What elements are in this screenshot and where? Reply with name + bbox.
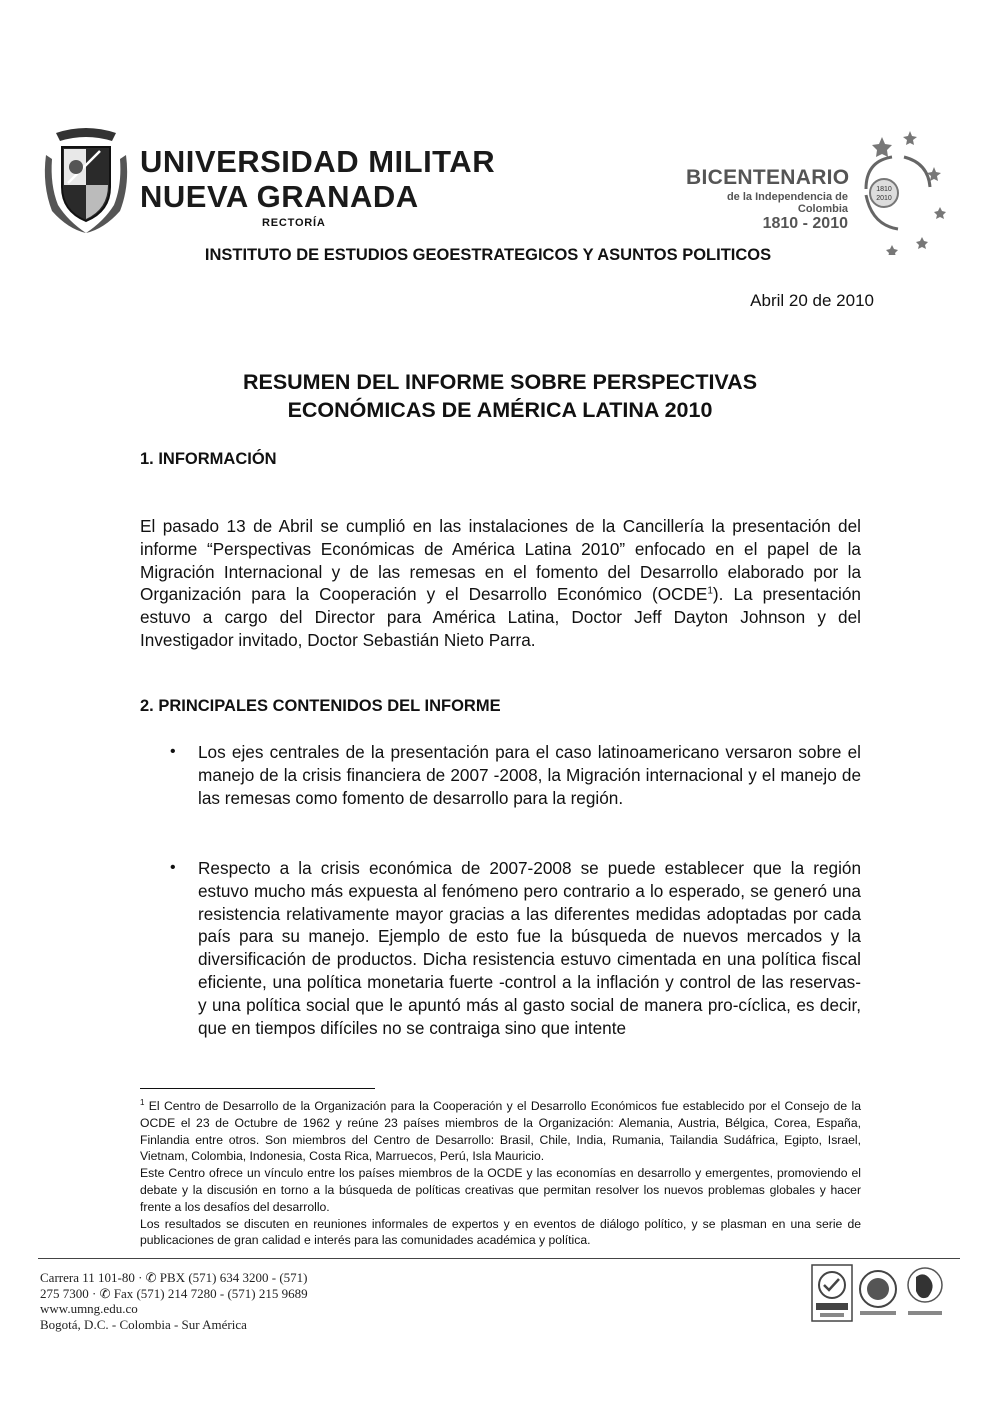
- section-1-paragraph: [140, 515, 861, 652]
- footnote-paragraph-1: [140, 1098, 861, 1165]
- footnotes: [140, 1098, 861, 1249]
- bullet-icon: •: [170, 859, 176, 876]
- footnote-text-1: El Centro de Desarrollo de la Organización para la Cooperación y el Desarrollo Económicos fue establecido por el Consejo de la OCDE el 23 de Octubre de 1962 y reúne 23 países miembros de la Organización: Alemania, Austria, Bélgica, Corea, España, Finlandia entre otros. Son miembros del Centro de Desarrollo: Brasil, Chile, India, Rumania, Tailandia Sudáfrica, Egipto, Israel, Vietnam, Colombia, Indonesia, Costa Rica, Marruecos, Perú, Isla Mauricio.: [140, 1099, 861, 1164]
- university-name-line2: NUEVA GRANADA: [140, 179, 419, 214]
- document-date: Abril 20 de 2010: [750, 291, 874, 310]
- title-line-2: ECONÓMICAS DE AMÉRICA LATINA 2010: [287, 398, 713, 422]
- address-line-2: 275 7300 · ✆ Fax (571) 214 7280 - (571) 215 9689: [40, 1285, 308, 1301]
- emblem-year-bottom: 2010: [876, 195, 892, 202]
- bicentennial-subtitle: de la Independencia de Colombia: [726, 191, 848, 215]
- paragraph-text-part2: ). La presentación estuvo a cargo del Director para América Latina, Doctor Jeff Dayton Johnson y del Investigador invitado, Doctor Sebastián Nieto Parra.: [140, 584, 861, 650]
- department-label: RECTORÍA: [262, 217, 326, 229]
- footnote-paragraph-2: Este Centro ofrece un vínculo entre los países miembros de la OCDE y las economías en desarrollo y emergentes, promoviendo el debate y la discusión en torno a la búsqueda de políticas creativas que permitan resolver los nuevos problemas globales y hacer frente a los desafíos del desarrollo.: [140, 1166, 861, 1214]
- address-line-1: Carrera 11 101-80 · ✆ PBX (571) 634 3200 - (571): [40, 1270, 308, 1285]
- city: Bogotá, D.C. - Colombia - Sur América: [40, 1316, 247, 1332]
- bicentennial-star-emblem-icon: [852, 127, 952, 255]
- bullet-item-1: Los ejes centrales de la presentación para el caso latinoamericano versaron sobre el manejo de la crisis financiera de 2007 -2008, la Migración internacional y el manejo de las remesas como fomento de desarrollo para la región.: [198, 742, 861, 808]
- section-1-heading: 1. INFORMACIÓN: [140, 450, 277, 468]
- footer-address: [40, 1270, 308, 1332]
- footnote-divider: [140, 1088, 375, 1089]
- university-name-line1: UNIVERSIDAD MILITAR: [140, 144, 496, 179]
- emblem-year-top: 1810: [876, 186, 892, 193]
- footnote-number: 1: [140, 1097, 145, 1107]
- website: www.umng.edu.co: [40, 1301, 138, 1316]
- bicentennial-logo-text: [686, 166, 848, 233]
- university-name: [140, 146, 495, 229]
- section-2-heading: 2. PRINCIPALES CONTENIDOS DEL INFORME: [140, 697, 501, 715]
- footnote-paragraph-3: Los resultados se discuten en reuniones informales de expertos y en eventos de diálogo político, y se plasman en una serie de publicaciones de gran calidad e interés para las comunidades académica y política.: [140, 1216, 861, 1248]
- title-line-1: RESUMEN DEL INFORME SOBRE PERSPECTIVAS: [242, 370, 758, 394]
- university-crest-icon: [38, 125, 134, 235]
- paragraph-text-part1: El pasado 13 de Abril se cumplió en las instalaciones de la Cancillería la presentación del informe “Perspectivas Económicas de América Latina 2010” enfocado en el papel de la Migración Internacional y de las remesas en el fomento del Desarrollo elaborado por la Organización para la Cooperación y el Desarrollo Económico (OCDE: [140, 516, 861, 605]
- institute-name: INSTITUTO DE ESTUDIOS GEOESTRATEGICOS Y ASUNTOS POLITICOS: [204, 246, 772, 264]
- bicentennial-years: 1810 - 2010: [762, 215, 848, 232]
- bicentennial-title: BICENTENARIO: [686, 166, 850, 189]
- bullet-item-2: Respecto a la crisis económica de 2007-2008 se puede establecer que la región estuvo mucho más expuesta al fenómeno pero contrario a lo esperado, se generó una resistencia relativamente mayor gracias a las diferentes medidas adoptadas por cada país para su manejo. Ejemplo de esto fue la búsqueda de nuevos mercados y la diversificación de productos. Dicha resistencia estuvo cimentada en una política fiscal eficiente, una política monetaria fuerte -control a la inflación y control de las reservas- y una política social que le apuntó más al gasto social de manera pro-cíclica, es decir, que en tiempos difíciles no se contraiga sino que intente: [198, 858, 861, 1038]
- footer-divider: [38, 1258, 960, 1259]
- certification-logos-icon: [810, 1263, 950, 1323]
- bullet-icon: •: [170, 743, 176, 760]
- document-title: [110, 368, 890, 424]
- footnote-reference: 1: [707, 585, 713, 597]
